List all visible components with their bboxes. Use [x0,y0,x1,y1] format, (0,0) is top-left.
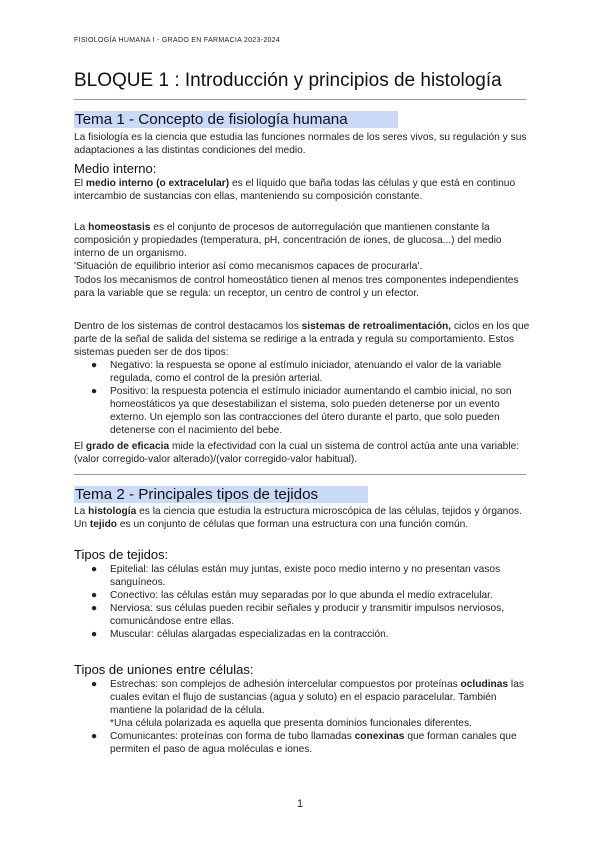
polarized-cell-note: *Una célula polarizada es aquella que presenta dominios funcionales diferentes. [110,718,472,729]
tissue-types-list [74,563,530,641]
tema2-heading-text: Tema 2 - Principales tipos de tejidos [74,486,368,503]
text-run: La [74,222,89,233]
term-medio-interno: medio interno (o extracelular) [85,178,230,189]
bullet-icon: ● [91,629,98,640]
text-run: es el líquido que baña todas las células y que está en continuo intercambio de sustancias con ellas, manteniendo su composición constante. [74,178,516,202]
list-item-text: Negativo: la respuesta se opone al estímulo iniciador, atenuando el valor de la variable regulada, como el control de la presión arterial. [110,360,502,384]
bullet-icon: ● [91,360,98,371]
text-run: La [74,506,89,517]
text-run: ciclos en los que parte de la señal de salida del sistema se redirige a la entrada y regula su comportamiento. Estos sistemas pueden ser de dos tipos: [74,321,530,358]
text-run: es la ciencia que estudia la estructura microscópica de las células, tejidos y órganos. Un [74,506,522,530]
term-sistemas-retroalimentacion: sistemas de retroalimentación, [301,321,452,332]
list-item [74,730,530,756]
text-run: Comunicantes: proteínas con forma de tubo llamadas [110,731,355,742]
list-item [74,563,530,589]
tema2-intro [74,505,530,531]
list-item-text: Nerviosa: sus células pueden recibir señales y producir y transmitir impulsos nerviosos, comunicándose entre ellas. [110,603,505,627]
list-item-text: Conectivo: las células están muy separadas por lo que abunda el medio extracelular. [110,590,493,601]
term-homeostasis: homeostasis [88,222,151,233]
text-run: las cuales evitan el flujo de sustancias (agua y soluto) en el espacio paracelular. También mantiene la polaridad de la célula. [110,679,524,716]
section-heading-tema1 [74,111,398,128]
term-ocludinas: ocludinas [460,679,509,690]
paragraph-medio-interno [74,177,530,203]
page-number: 1 [296,798,304,810]
section-divider [74,474,526,475]
list-item-text: Epitelial: las células están muy juntas, existe poco medio interno y no presentan vasos sanguíneos. [110,564,501,588]
text-run: El [74,441,86,452]
feedback-types-list [74,359,530,437]
paragraph-mecanismos: Todos los mecanismos de control homeostático tienen al menos tres componentes independientes para la variable que se regula: un receptor, un centro de control y un efector. [74,275,519,299]
text-run: que forman canales que permiten el paso de agua moléculas e iones. [110,731,517,755]
list-item [74,602,530,628]
list-item [74,628,530,641]
section-heading-tema2 [74,486,368,503]
bullet-icon: ● [91,590,98,601]
text-run: mide la efectividad con la cual un sistema de control actúa ante una variable: (valor corregido-valor alterado)/(valor corregido-valor habitual). [74,441,520,465]
text-run: es un conjunto de células que forman una estructura con una función común. [117,519,469,530]
list-item [74,589,530,602]
list-item-text: Muscular: células alargadas especializadas en la contracción. [110,629,389,640]
text-run: El [74,178,86,189]
bullet-icon: ● [91,564,98,575]
paragraph-grado-eficacia [74,440,530,466]
cell-junctions-list [74,678,530,756]
text-run: Dentro de los sistemas de control destacamos los [74,321,302,332]
list-item-text: Positivo: la respuesta potencia el estímulo iniciador aumentando el cambio inicial, no son homeostáticos ya que desestabilizan el sistema, solo pueden detenerse por un evento externo. Un ejemplo son las contracciones del útero durante el parto, que solo pueden detenerse con el nacimiento del bebe. [110,386,512,436]
subheading-medio-interno: Medio interno: [74,161,157,176]
bullet-icon: ● [91,679,98,690]
term-histologia: histología [88,506,137,517]
term-grado-eficacia: grado de eficacia [85,441,170,452]
text-run: Estrechas: son complejos de adhesión intercelular compuestos por proteínas [110,679,461,690]
title-divider [74,99,526,100]
paragraph-retroalimentacion [74,320,530,359]
paragraph-homeostasis [74,221,530,273]
tema1-heading-text: Tema 1 - Concepto de fisiología humana [74,111,398,128]
subheading-tipos-uniones: Tipos de uniones entre células: [74,662,254,677]
bullet-icon: ● [91,731,98,742]
tema1-intro: La fisiología es la ciencia que estudia las funciones normales de los seres vivos, su regulación y sus adaptaciones a las distintas condiciones del medio. [74,132,527,156]
list-item [74,385,530,437]
list-item [74,359,530,385]
bullet-icon: ● [91,603,98,614]
list-item [74,678,530,730]
bullet-icon: ● [91,386,98,397]
term-conexinas: conexinas [354,731,405,742]
subheading-tipos-tejidos: Tipos de tejidos: [74,547,169,562]
page-title: BLOQUE 1 : Introducción y principios de histología [74,70,502,91]
homeostasis-note: 'Situación de equilibrio interior así como mecanismos capaces de procurarla'. [74,261,423,272]
text-run: es el conjunto de procesos de autorregulación que mantienen constante la composición y propiedades (temperatura, pH, concentración de iones, de glucosa...) del medio interno de un organismo. [74,222,502,259]
running-header: FISIOLOGÍA HUMANA I - GRADO EN FARMACIA 2023-2024 [74,37,281,44]
term-tejido: tejido [89,519,118,530]
